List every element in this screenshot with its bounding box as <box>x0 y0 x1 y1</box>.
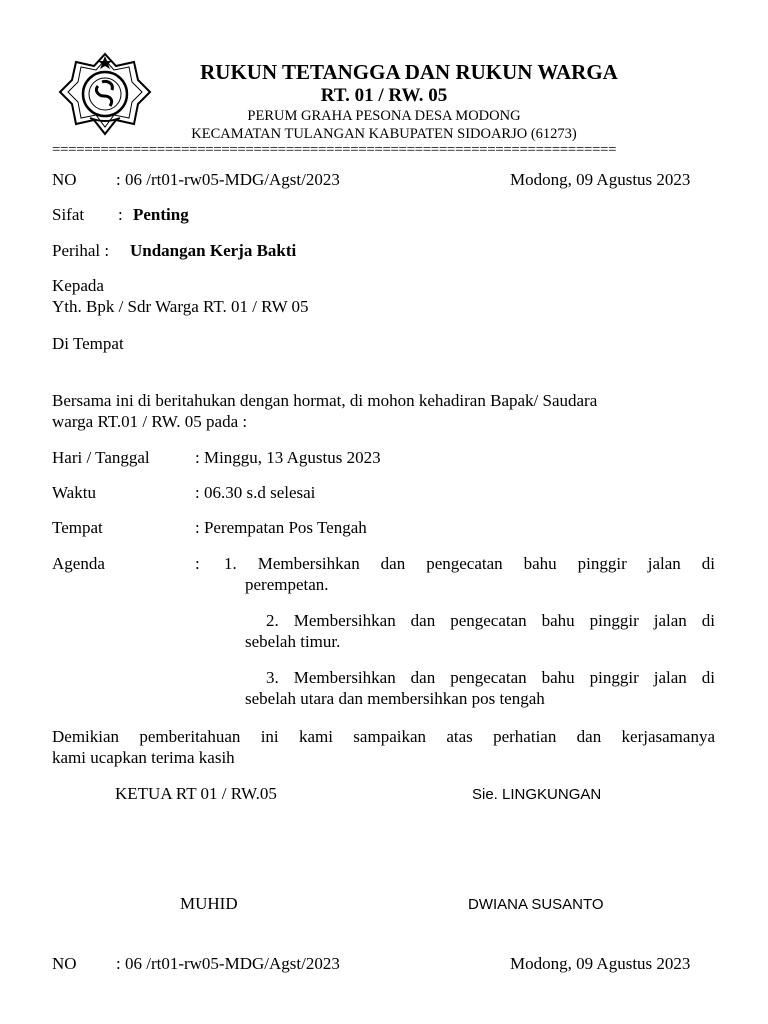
no-value: : 06 /rt01-rw05-MDG/Agst/2023 <box>116 170 340 189</box>
org-address-line1: PERUM GRAHA PESONA DESA MODONG <box>247 108 521 124</box>
sifat-value: Penting <box>133 205 189 224</box>
detail-value-time: : 06.30 s.d selesai <box>195 483 316 502</box>
detail-value-place: : Perempatan Pos Tengah <box>195 518 367 537</box>
detail-label-date: Hari / Tanggal <box>52 448 150 467</box>
agenda-item-1-line1: 1. Membersihkan dan pengecatan bahu pinggir jalan di <box>224 554 715 573</box>
org-title: RUKUN TETANGGA DAN RUKUN WARGA <box>200 60 618 84</box>
closing-line1: Demikian pemberitahuan ini kami sampaikan atas perhatian dan kerjasamanya <box>52 727 715 746</box>
signature-right-name: DWIANA SUSANTO <box>468 896 604 913</box>
detail-value-date: : Minggu, 13 Agustus 2023 <box>195 448 381 467</box>
footer-no-label: NO <box>52 954 77 973</box>
recipient: Yth. Bpk / Sdr Warga RT. 01 / RW 05 <box>52 297 309 316</box>
header-separator: ====================================================================== <box>52 142 617 158</box>
intro-line2: warga RT.01 / RW. 05 pada : <box>52 412 248 431</box>
sifat-label: Sifat <box>52 205 85 224</box>
footer-no-value: : 06 /rt01-rw05-MDG/Agst/2023 <box>116 954 340 973</box>
signature-left-name: MUHID <box>180 894 238 913</box>
agenda-item-2-line1: 2. Membersihkan dan pengecatan bahu pinggir jalan di <box>266 611 715 630</box>
org-rt-rw: RT. 01 / RW. 05 <box>320 85 448 106</box>
agenda-item-1-line2: perempetan. <box>245 575 329 594</box>
signature-right-title: Sie. LINGKUNGAN <box>472 786 602 803</box>
sifat-colon: : <box>118 205 123 224</box>
agenda-label: Agenda <box>52 554 105 573</box>
perihal-label: Perihal : <box>52 241 110 260</box>
kepada: Kepada <box>52 276 104 295</box>
no-label: NO <box>52 170 77 189</box>
agenda-item-3-line2: sebelah utara dan membersihkan pos tengah <box>245 689 545 708</box>
intro-line1: Bersama ini di beritahukan dengan hormat, di mohon kehadiran Bapak/ Saudara <box>52 391 598 410</box>
detail-label-place: Tempat <box>52 518 103 537</box>
closing-line2: kami ucapkan terima kasih <box>52 748 235 767</box>
agenda-item-2-line2: sebelah timur. <box>245 632 341 651</box>
footer-place-date: Modong, 09 Agustus 2023 <box>510 954 691 973</box>
org-address-line2: KECAMATAN TULANGAN KABUPATEN SIDOARJO (61273) <box>191 126 577 142</box>
agenda-colon: : <box>195 554 200 573</box>
place-date: Modong, 09 Agustus 2023 <box>510 170 691 189</box>
agenda-item-3-line1: 3. Membersihkan dan pengecatan bahu pinggir jalan di <box>266 668 715 687</box>
di-tempat: Di Tempat <box>52 334 124 353</box>
perihal-value: Undangan Kerja Bakti <box>130 241 297 260</box>
detail-label-time: Waktu <box>52 483 96 502</box>
signature-left-title: KETUA RT 01 / RW.05 <box>115 784 277 803</box>
